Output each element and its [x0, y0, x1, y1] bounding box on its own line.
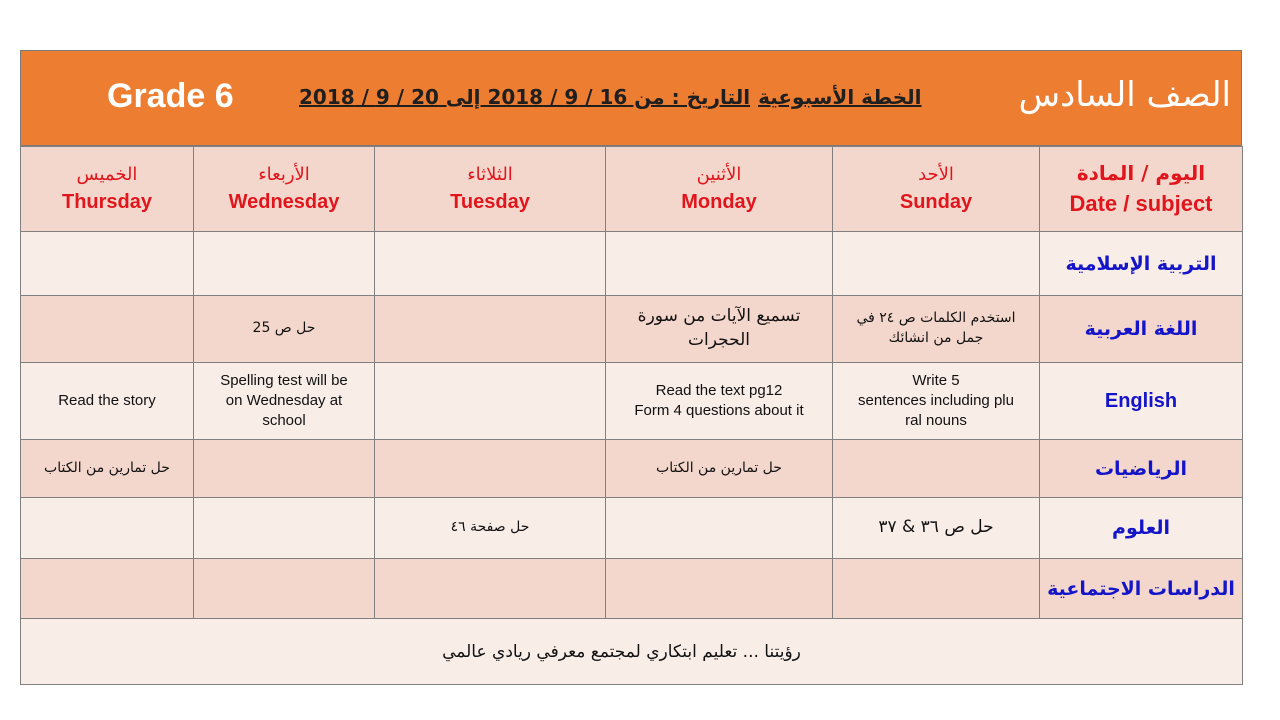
science-sunday: حل ص ٣٦ & ٣٧	[833, 498, 1040, 559]
subject-science: العلوم	[1040, 498, 1243, 559]
arabic-sunday-line2: جمل من انشائك	[888, 330, 984, 346]
cell-empty	[21, 559, 194, 619]
grade-title-ar: الصف السادس	[1018, 75, 1231, 115]
vision-statement: رؤيتنا ... تعليم ابتكاري لمجتمع معرفي ريادي عالمي	[442, 641, 801, 662]
sunday-en: Sunday	[899, 191, 973, 213]
row-english	[21, 363, 1243, 440]
header-banner	[20, 50, 1242, 146]
cell-empty	[833, 559, 1040, 619]
cell-empty	[21, 232, 194, 296]
schedule-table	[20, 146, 1243, 685]
col-tuesday	[375, 147, 606, 232]
math-thursday: حل تمارين من الكتاب	[21, 440, 194, 498]
english-wednesday-line2: on Wednesday at	[225, 391, 343, 409]
english-thursday: Read the story	[21, 363, 194, 440]
col-subject	[1040, 147, 1243, 232]
subject-islamic: التربية الإسلامية	[1040, 232, 1243, 296]
plan-date: التاريخ : من 16 / 9 / 2018 إلى 20 / 9 / 2018	[299, 85, 751, 109]
cell-empty	[606, 498, 833, 559]
subject-arabic: اللغة العربية	[1040, 296, 1243, 363]
monday-en: Monday	[681, 191, 757, 213]
col-wednesday	[194, 147, 375, 232]
row-science	[21, 498, 1243, 559]
arabic-monday-line2: الحجرات	[688, 330, 750, 350]
cell-empty	[194, 498, 375, 559]
thursday-ar: الخميس	[76, 164, 138, 185]
arabic-monday-line1: تسميع الآيات من سورة	[637, 306, 801, 327]
cell-empty	[833, 232, 1040, 296]
subject-head-en: Date / subject	[1069, 191, 1213, 216]
math-monday: حل تمارين من الكتاب	[606, 440, 833, 498]
col-monday	[606, 147, 833, 232]
subject-english: English	[1040, 363, 1243, 440]
wednesday-ar: الأربعاء	[258, 164, 310, 185]
cell-empty	[375, 559, 606, 619]
tuesday-en: Tuesday	[450, 191, 530, 213]
sunday-ar: الأحد	[918, 164, 954, 185]
english-monday-line2: Form 4 questions about it	[634, 402, 804, 419]
cell-empty	[375, 440, 606, 498]
english-wednesday-line1: Spelling test will be	[220, 371, 348, 389]
col-sunday	[833, 147, 1040, 232]
english-sunday	[833, 363, 1040, 440]
arabic-sunday	[833, 296, 1040, 363]
tuesday-ar: الثلاثاء	[467, 164, 513, 185]
plan-label: الخطة الأسبوعية	[758, 85, 922, 109]
cell-empty	[21, 296, 194, 363]
header-row	[21, 147, 1243, 232]
footer-row	[21, 619, 1243, 685]
cell-empty	[833, 440, 1040, 498]
weekly-plan-sheet	[20, 50, 1242, 686]
footer-cell	[21, 619, 1243, 685]
cell-empty	[194, 559, 375, 619]
cell-empty	[375, 296, 606, 363]
cell-empty	[194, 232, 375, 296]
arabic-monday	[606, 296, 833, 363]
subject-head-ar: اليوم / المادة	[1076, 161, 1206, 185]
english-sunday-line3: ral nouns	[905, 412, 967, 430]
english-sunday-line1: Write 5	[912, 371, 960, 389]
thursday-en: Thursday	[61, 191, 153, 213]
english-wednesday	[194, 363, 375, 440]
cell-empty	[375, 363, 606, 440]
monday-ar: الأثنين	[696, 164, 742, 185]
english-sunday-line2: sentences including plu	[858, 391, 1014, 409]
cell-empty	[606, 232, 833, 296]
row-math	[21, 440, 1243, 498]
english-monday	[606, 363, 833, 440]
wednesday-en: Wednesday	[228, 191, 340, 213]
subject-math: الرياضيات	[1040, 440, 1243, 498]
cell-empty	[606, 559, 833, 619]
grade-title-en: Grade 6	[107, 77, 234, 115]
arabic-wednesday: حل ص 25	[194, 296, 375, 363]
english-wednesday-line3: school	[262, 412, 306, 430]
english-monday-line1: Read the text pg12	[655, 381, 783, 399]
science-tuesday: حل صفحة ٤٦	[375, 498, 606, 559]
row-islamic	[21, 232, 1243, 296]
cell-empty	[375, 232, 606, 296]
arabic-sunday-line1: استخدم الكلمات ص ٢٤ في	[856, 310, 1016, 327]
col-thursday	[21, 147, 194, 232]
subject-social: الدراسات الاجتماعية	[1040, 559, 1243, 619]
row-arabic	[21, 296, 1243, 363]
cell-empty	[194, 440, 375, 498]
plan-title	[295, 85, 926, 109]
cell-empty	[21, 498, 194, 559]
row-social	[21, 559, 1243, 619]
